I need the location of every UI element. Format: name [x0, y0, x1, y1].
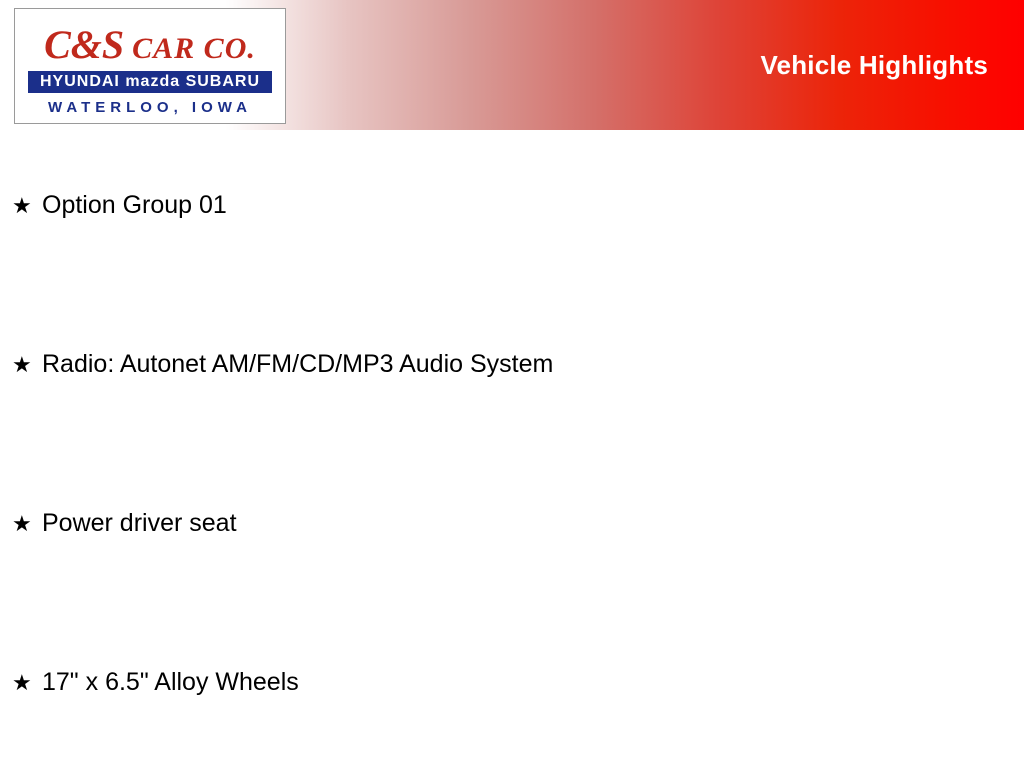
logo-wordmark — [15, 21, 285, 68]
list-item-label: Power driver seat — [42, 509, 237, 537]
list-item — [12, 351, 553, 379]
logo-name: CAR CO. — [132, 32, 256, 65]
logo-brands: HYUNDAI mazda SUBARU — [28, 71, 272, 93]
list-item — [12, 510, 237, 538]
list-item — [12, 669, 299, 697]
star-bullet-icon: ★ — [12, 511, 32, 536]
logo-city: WATERLOO, IOWA — [48, 99, 252, 116]
dealer-logo — [14, 8, 286, 124]
list-item — [12, 192, 227, 220]
list-item-label: Radio: Autonet AM/FM/CD/MP3 Audio System — [42, 350, 554, 378]
star-bullet-icon: ★ — [12, 670, 32, 695]
page-title: Vehicle Highlights — [760, 50, 988, 80]
star-bullet-icon: ★ — [12, 352, 32, 377]
logo-initials: C&S — [44, 22, 125, 67]
list-item-label: 17" x 6.5" Alloy Wheels — [42, 668, 299, 696]
star-bullet-icon: ★ — [12, 193, 32, 218]
list-item-label: Option Group 01 — [42, 191, 227, 219]
header-banner — [0, 0, 1024, 130]
highlights-list — [0, 130, 1024, 768]
